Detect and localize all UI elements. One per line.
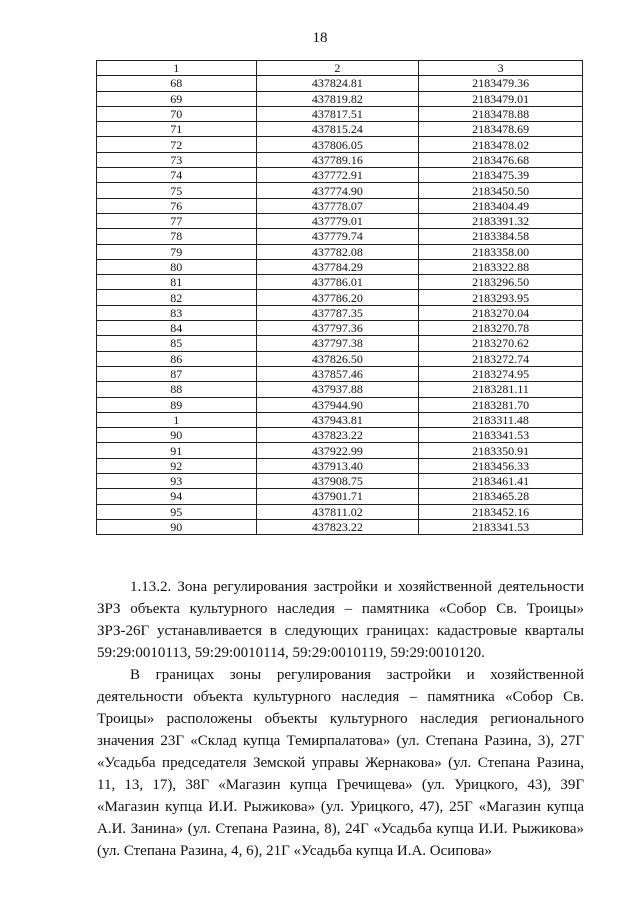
cell-point-number: 93 (97, 474, 257, 489)
header-y-coordinate: 3 (419, 61, 583, 76)
cell-y-coordinate: 2183404.49 (419, 198, 583, 213)
cell-y-coordinate: 2183478.02 (419, 137, 583, 152)
cell-y-coordinate: 2183476.68 (419, 152, 583, 167)
cell-point-number: 84 (97, 321, 257, 336)
cell-y-coordinate: 2183350.91 (419, 443, 583, 458)
cell-x-coordinate: 437857.46 (256, 366, 419, 381)
cell-x-coordinate: 437786.01 (256, 275, 419, 290)
cell-y-coordinate: 2183293.95 (419, 290, 583, 305)
table-row (97, 321, 583, 336)
cell-point-number: 89 (97, 397, 257, 412)
header-point-number: 1 (97, 61, 257, 76)
cell-y-coordinate: 2183465.28 (419, 489, 583, 504)
cell-y-coordinate: 2183461.41 (419, 474, 583, 489)
cell-x-coordinate: 437824.81 (256, 76, 419, 91)
table-row (97, 213, 583, 228)
cell-point-number: 80 (97, 259, 257, 274)
cell-x-coordinate: 437823.22 (256, 519, 419, 534)
cell-point-number: 74 (97, 168, 257, 183)
page-number: 18 (312, 30, 328, 46)
table-header-row (97, 61, 583, 76)
table-row (97, 504, 583, 519)
table-row (97, 382, 583, 397)
cell-point-number: 72 (97, 137, 257, 152)
table-row (97, 290, 583, 305)
table-row (97, 76, 583, 91)
cell-y-coordinate: 2183452.16 (419, 504, 583, 519)
cell-y-coordinate: 2183479.36 (419, 76, 583, 91)
cell-point-number: 87 (97, 366, 257, 381)
cell-point-number: 77 (97, 213, 257, 228)
cell-y-coordinate: 2183270.78 (419, 321, 583, 336)
cell-y-coordinate: 2183281.70 (419, 397, 583, 412)
cell-x-coordinate: 437943.81 (256, 412, 419, 427)
cell-x-coordinate: 437779.01 (256, 213, 419, 228)
cell-y-coordinate: 2183479.01 (419, 91, 583, 106)
cell-x-coordinate: 437772.91 (256, 168, 419, 183)
cell-x-coordinate: 437811.02 (256, 504, 419, 519)
table-row (97, 168, 583, 183)
cell-point-number: 70 (97, 106, 257, 121)
coordinates-table (96, 60, 583, 535)
cell-point-number: 86 (97, 351, 257, 366)
cell-point-number: 95 (97, 504, 257, 519)
cell-y-coordinate: 2183341.53 (419, 428, 583, 443)
cell-point-number: 76 (97, 198, 257, 213)
cell-point-number: 79 (97, 244, 257, 259)
cell-point-number: 71 (97, 122, 257, 137)
body-text (97, 576, 584, 862)
cell-y-coordinate: 2183391.32 (419, 213, 583, 228)
table-row (97, 397, 583, 412)
table-row (97, 152, 583, 167)
cell-x-coordinate: 437778.07 (256, 198, 419, 213)
table-row (97, 474, 583, 489)
cell-x-coordinate: 437779.74 (256, 229, 419, 244)
paragraph-1: 1.13.2. Зона регулирования застройки и хозяйственной деятельности ЗРЗ объекта культурного наследия – памятника «Собор Св. Троицы» ЗРЗ-26Г устанавливается в следующих границах: кадастровые кварталы 59:29:0010113, 59:29:0010114, 59:29:0010119, 59:29:0010120. (97, 579, 584, 661)
table-row (97, 458, 583, 473)
cell-point-number: 68 (97, 76, 257, 91)
cell-x-coordinate: 437901.71 (256, 489, 419, 504)
table-row (97, 412, 583, 427)
paragraph-2: В границах зоны регулирования застройки и хозяйственной деятельности объекта культурного наследия – памятника «Собор Св. Троицы» расположены объекты культурного наследия регионального значения 23Г «Склад купца Темирпалатова» (ул. Степана Разина, 3), 27Г «Усадьба председателя Земской управы Жернакова» (ул. Степана Разина, 11, 13, 17), 38Г «Магазин купца Гречищева» (ул. Урицкого, 43), 39Г «Магазин купца И.И. Рыжикова» (ул. Урицкого, 47), 25Г «Магазин купца А.И. Занина» (ул. Степана Разина, 8), 24Г «Усадьба купца И.И. Рыжикова» (ул. Степана Разина, 4, 6), 21Г «Усадьба купца И.А. Осипова» (97, 667, 584, 859)
cell-x-coordinate: 437797.36 (256, 321, 419, 336)
cell-x-coordinate: 437787.35 (256, 305, 419, 320)
cell-x-coordinate: 437784.29 (256, 259, 419, 274)
table-row (97, 275, 583, 290)
cell-point-number: 78 (97, 229, 257, 244)
table-row (97, 443, 583, 458)
cell-x-coordinate: 437817.51 (256, 106, 419, 121)
table-row (97, 351, 583, 366)
cell-y-coordinate: 2183358.00 (419, 244, 583, 259)
cell-y-coordinate: 2183384.58 (419, 229, 583, 244)
cell-point-number: 73 (97, 152, 257, 167)
cell-point-number: 83 (97, 305, 257, 320)
table-row (97, 259, 583, 274)
table-row (97, 198, 583, 213)
cell-x-coordinate: 437944.90 (256, 397, 419, 412)
cell-x-coordinate: 437823.22 (256, 428, 419, 443)
table-row (97, 91, 583, 106)
table-row (97, 305, 583, 320)
cell-x-coordinate: 437922.99 (256, 443, 419, 458)
cell-y-coordinate: 2183478.88 (419, 106, 583, 121)
cell-point-number: 88 (97, 382, 257, 397)
cell-point-number: 90 (97, 519, 257, 534)
table-row (97, 137, 583, 152)
cell-x-coordinate: 437782.08 (256, 244, 419, 259)
table-body (97, 76, 583, 535)
table-row (97, 244, 583, 259)
cell-x-coordinate: 437826.50 (256, 351, 419, 366)
cell-point-number: 92 (97, 458, 257, 473)
cell-point-number: 90 (97, 428, 257, 443)
table-row (97, 428, 583, 443)
cell-x-coordinate: 437786.20 (256, 290, 419, 305)
table-row (97, 106, 583, 121)
table-row (97, 336, 583, 351)
table-row (97, 519, 583, 534)
cell-x-coordinate: 437815.24 (256, 122, 419, 137)
table-row (97, 489, 583, 504)
table-row (97, 122, 583, 137)
cell-y-coordinate: 2183270.04 (419, 305, 583, 320)
cell-point-number: 91 (97, 443, 257, 458)
cell-x-coordinate: 437789.16 (256, 152, 419, 167)
cell-x-coordinate: 437819.82 (256, 91, 419, 106)
cell-y-coordinate: 2183272.74 (419, 351, 583, 366)
cell-y-coordinate: 2183450.50 (419, 183, 583, 198)
cell-point-number: 81 (97, 275, 257, 290)
cell-point-number: 85 (97, 336, 257, 351)
cell-y-coordinate: 2183478.69 (419, 122, 583, 137)
cell-x-coordinate: 437806.05 (256, 137, 419, 152)
cell-y-coordinate: 2183274.95 (419, 366, 583, 381)
table-row (97, 183, 583, 198)
cell-y-coordinate: 2183270.62 (419, 336, 583, 351)
cell-x-coordinate: 437913.40 (256, 458, 419, 473)
cell-x-coordinate: 437908.75 (256, 474, 419, 489)
cell-point-number: 69 (97, 91, 257, 106)
cell-y-coordinate: 2183311.48 (419, 412, 583, 427)
table-row (97, 366, 583, 381)
cell-y-coordinate: 2183322.88 (419, 259, 583, 274)
cell-point-number: 1 (97, 412, 257, 427)
cell-y-coordinate: 2183281.11 (419, 382, 583, 397)
cell-y-coordinate: 2183456.33 (419, 458, 583, 473)
cell-point-number: 94 (97, 489, 257, 504)
cell-x-coordinate: 437797.38 (256, 336, 419, 351)
cell-y-coordinate: 2183475.39 (419, 168, 583, 183)
cell-x-coordinate: 437937.88 (256, 382, 419, 397)
cell-y-coordinate: 2183341.53 (419, 519, 583, 534)
cell-point-number: 75 (97, 183, 257, 198)
cell-y-coordinate: 2183296.50 (419, 275, 583, 290)
table-row (97, 229, 583, 244)
header-x-coordinate: 2 (256, 61, 419, 76)
cell-point-number: 82 (97, 290, 257, 305)
cell-x-coordinate: 437774.90 (256, 183, 419, 198)
